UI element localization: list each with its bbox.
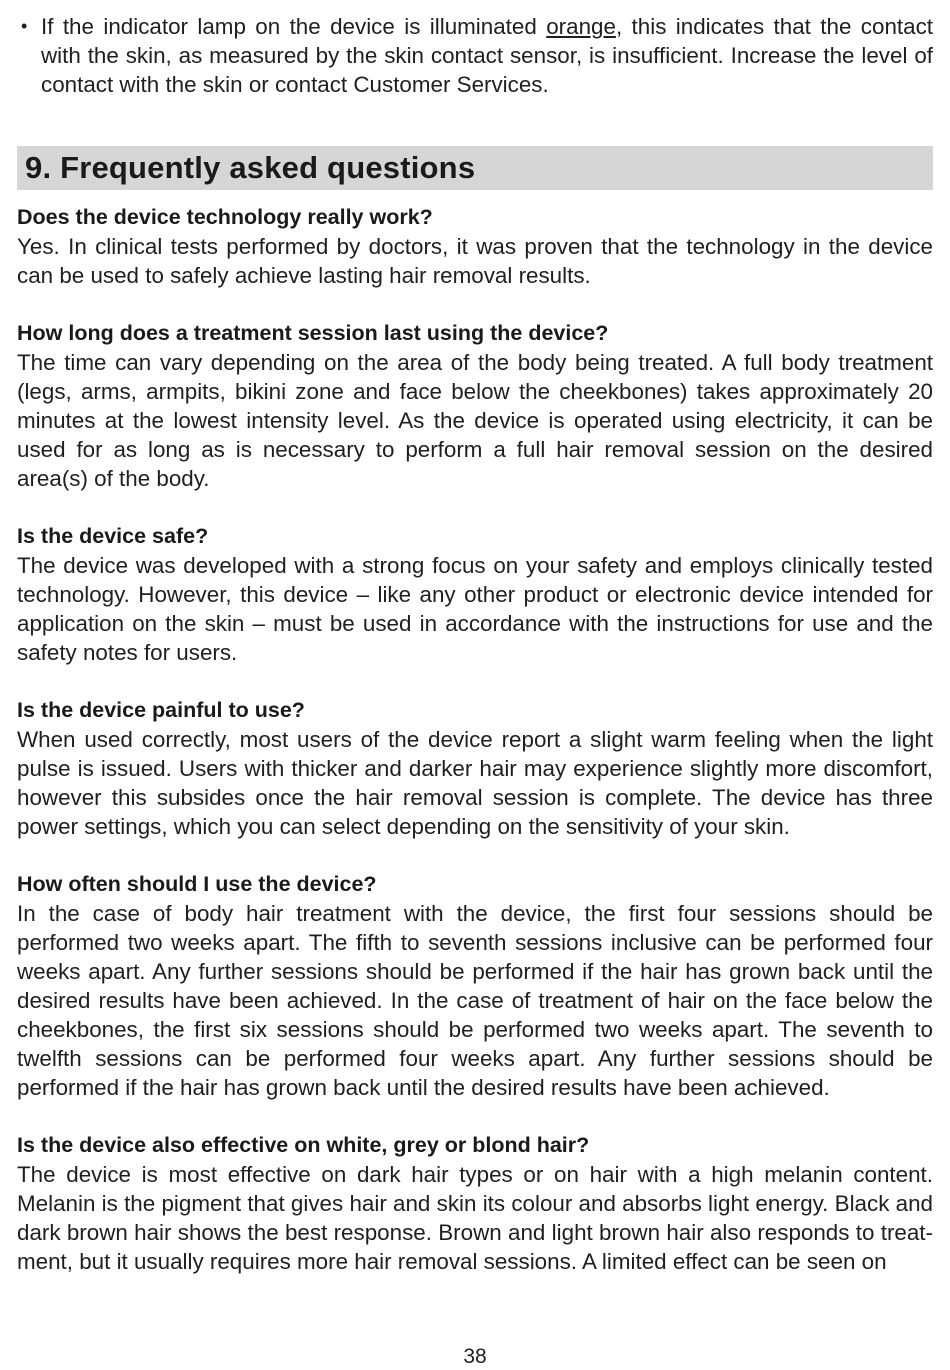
section-title: 9. Frequently asked questions — [25, 150, 476, 185]
faq-question: Is the device painful to use? — [17, 698, 305, 722]
faq-answer: The device was developed with a strong focus on your safety and employs clinically tested technology. However, this device – like any other product or electronic device intended for application on the skin – must be used in accordance with the instructions for use and the safety notes for users. — [17, 553, 933, 665]
faq-item — [17, 1131, 933, 1276]
faq-answer: In the case of body hair treatment with the device, the first four sessions should be performed two weeks apart. The fifth to seventh sessions inclusive can be performed four weeks apart. Any further sessions should be performed if the hair has grown back until the desired results have been achieved. In the case of treatment of hair on the face below the cheekbones, the first six sessions should be performed two weeks apart. The seventh to twelfth sessions can be performed four weeks apart. Any further sessions should be performed if the hair has grown back until the desired results have been achieved. — [17, 901, 933, 1100]
faq-list — [17, 203, 933, 1276]
page-number: 38 — [463, 1345, 487, 1368]
faq-answer: When used correctly, most users of the device report a slight warm feeling when the light pulse is issued. Users with thicker and darker hair may experience slightly more discomfort, however this subsides once the hair removal session is complete. The device has three power settings, which you can select depending on the sensitivity of your skin. — [17, 727, 933, 839]
faq-question: Does the device technology really work? — [17, 205, 433, 229]
indicator-lamp-bullet — [17, 12, 933, 99]
faq-question: How often should I use the device? — [17, 872, 377, 896]
faq-question: Is the device also effective on white, grey or blond hair? — [17, 1133, 590, 1157]
bullet-marker: • — [21, 16, 28, 36]
faq-item — [17, 696, 933, 841]
faq-question: Is the device safe? — [17, 524, 209, 548]
faq-answer: The device is most effective on dark hair types or on hair with a high melanin content. Melanin is the pigment that gives hair and skin its colour and absorbs light energy. Black and dark brown hair shows the best response. Brown and light brown hair also responds to treat-ment, but it usually requires more hair removal sessions. A limited effect can be seen on — [17, 1162, 933, 1274]
faq-answer: Yes. In clinical tests performed by doctors, it was proven that the technology in the device can be used to safely achieve lasting hair removal results. — [17, 234, 933, 288]
faq-question: How long does a treatment session last using the device? — [17, 321, 609, 345]
bullet-emphasis-orange: orange — [546, 14, 616, 39]
bullet-text-start: If the indicator lamp on the device is illuminated — [41, 14, 547, 39]
bullet-text-end: , this indicates that the contact with the skin, as measured by the skin contact sensor, is insufficient. Increase the level of contact with the skin or contact Customer Services. — [41, 14, 933, 97]
section-heading — [17, 146, 933, 190]
faq-item — [17, 870, 933, 1102]
faq-item — [17, 522, 933, 667]
manual-page — [17, 12, 933, 1276]
faq-answer: The time can vary depending on the area of the body being treated. A full body treatment (legs, arms, armpits, bikini zone and face below the cheekbones) takes approximately 20 minutes at the lowest intensity level. As the device is operated using electricity, it can be used for as long as is necessary to perform a full hair removal session on the desired area(s) of the body. — [17, 350, 933, 491]
faq-item — [17, 319, 933, 493]
faq-item — [17, 203, 933, 290]
